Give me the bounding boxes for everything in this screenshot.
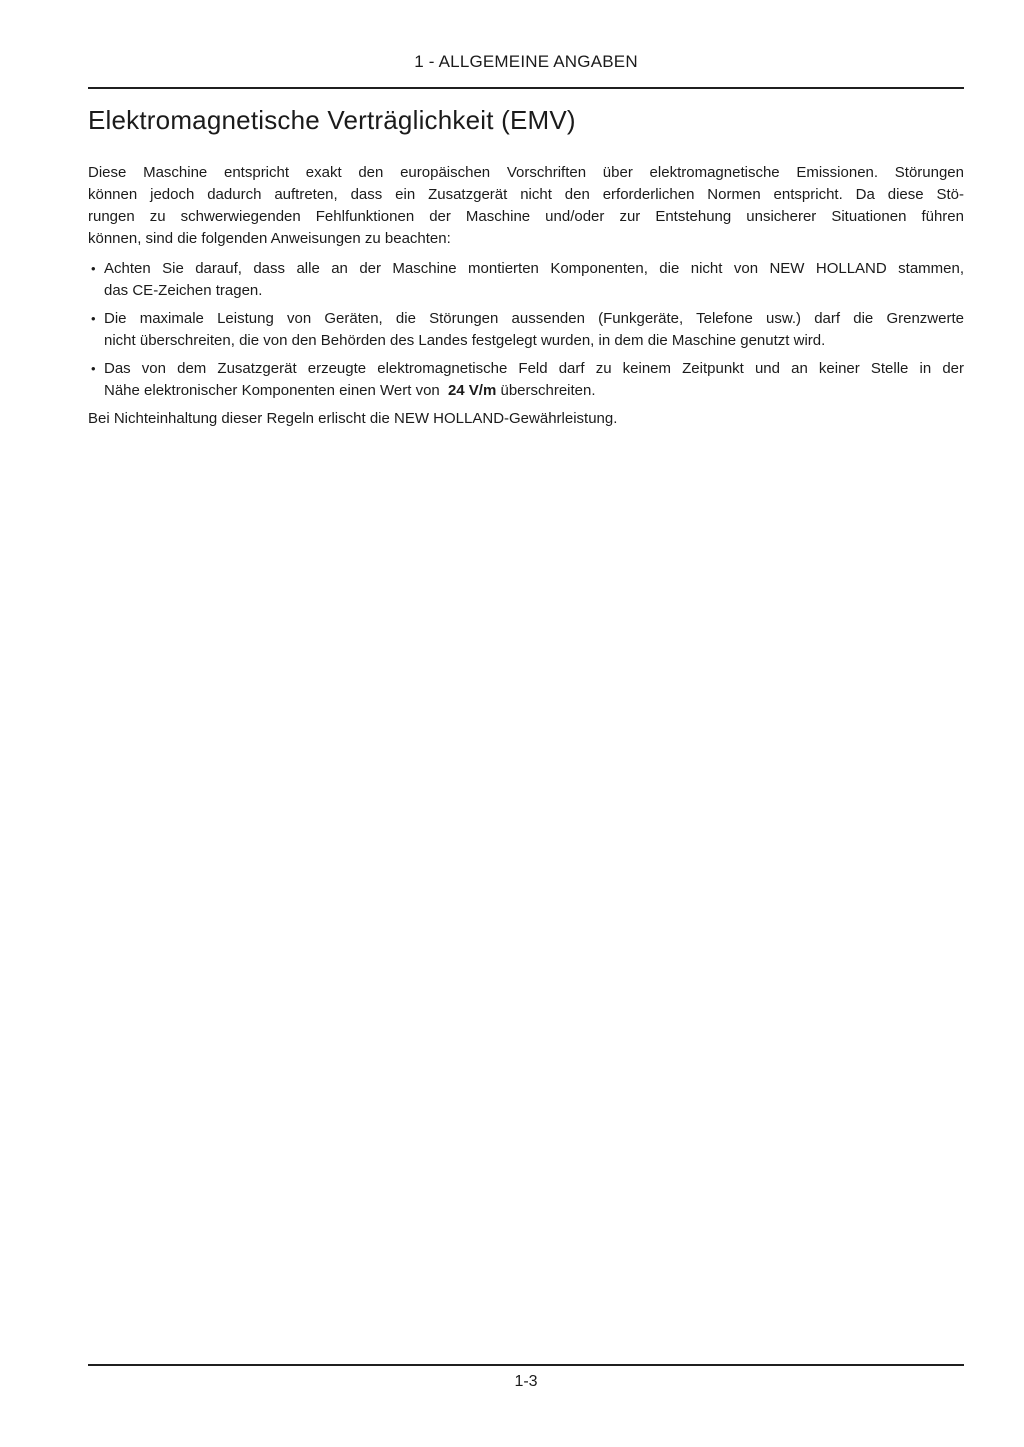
bullet-line-text: Nähe elektronischer Komponenten einen Wert von: [104, 382, 444, 399]
page-number: 1-3: [514, 1373, 538, 1390]
bullet-item: [88, 308, 964, 352]
emv-limit-value: 24 V/m: [447, 382, 497, 399]
bullet-text: [104, 358, 964, 402]
bullet-marker: •: [91, 311, 96, 326]
bullet-line: nicht überschreiten, die von den Behörden des Landes festgelegt wurden, in dem die Maschine genutzt wird.: [104, 332, 826, 349]
bullet-marker: •: [91, 361, 96, 376]
page-header-text: 1 - ALLGEMEINE ANGABEN: [414, 52, 638, 71]
bullet-line: Achten Sie darauf, dass alle an der Maschine montierten Komponenten, die nicht von NEW HOLLAND stammen,: [104, 260, 964, 277]
bullet-marker: •: [91, 261, 96, 276]
bullet-item: [88, 258, 964, 302]
footer-divider: [88, 1364, 964, 1366]
bullet-line: Die maximale Leistung von Geräten, die Störungen aussenden (Funkgeräte, Telefone usw.) darf die Grenzwerte: [104, 310, 964, 327]
intro-paragraph: [88, 162, 964, 250]
section-title: Elektromagnetische Verträglichkeit (EMV): [88, 105, 576, 135]
bullet-line: Das von dem Zusatzgerät erzeugte elektromagnetische Feld darf zu keinem Zeitpunkt und an keiner Stelle in der: [104, 360, 964, 377]
page-footer: [88, 1372, 964, 1392]
page-header: [88, 51, 964, 73]
paragraph-line: können jedoch dadurch auftreten, dass ein Zusatzgerät nicht den erforderlichen Normen entspricht. Da diese Stö-: [88, 186, 964, 203]
bullet-line: das CE-Zeichen tragen.: [104, 282, 263, 299]
closing-paragraph: Bei Nichteinhaltung dieser Regeln erlischt die NEW HOLLAND-Gewährleistung.: [88, 410, 618, 427]
bullet-line: [104, 380, 964, 402]
paragraph-line: rungen zu schwerwiegenden Fehlfunktionen der Maschine und/oder zur Entstehung unsicherer Situationen führen: [88, 208, 964, 225]
paragraph-line: Diese Maschine entspricht exakt den europäischen Vorschriften über elektromagnetische Emissionen. Störungen: [88, 164, 964, 181]
bullet-line-text: überschreiten.: [496, 382, 596, 399]
bullet-text: [104, 258, 964, 302]
bullet-item: [88, 358, 964, 402]
paragraph-line: können, sind die folgenden Anweisungen zu beachten:: [88, 230, 451, 247]
bullet-list: [88, 258, 964, 402]
page-content: [88, 104, 964, 430]
bullet-text: [104, 308, 964, 352]
header-divider: [88, 87, 964, 89]
